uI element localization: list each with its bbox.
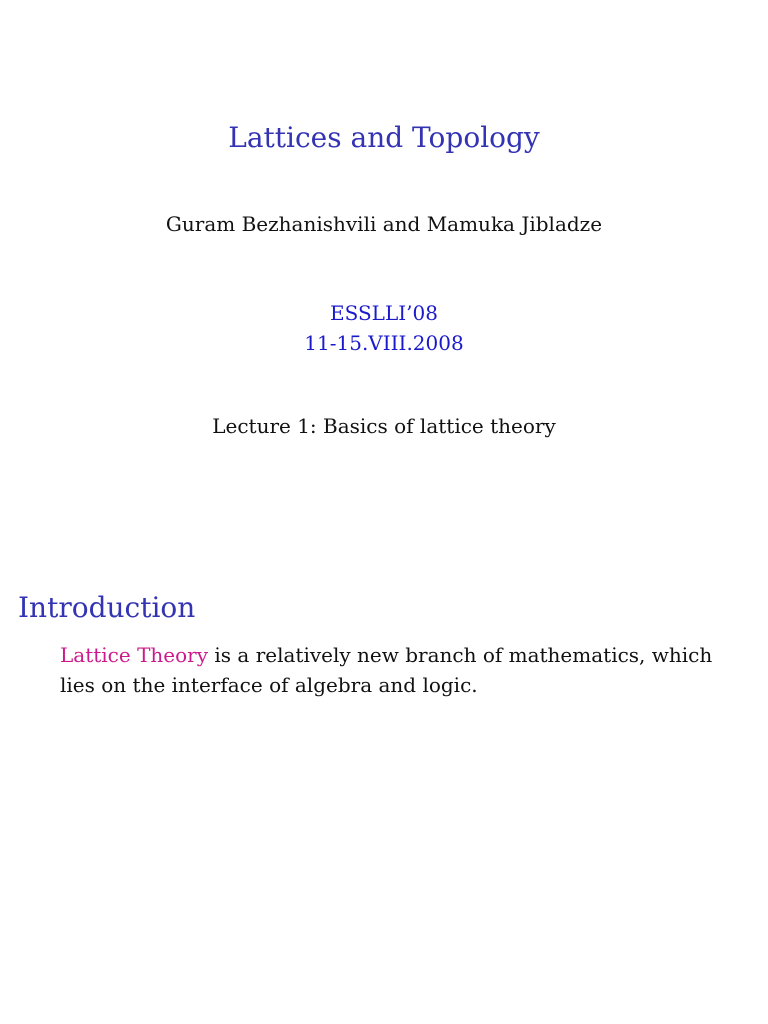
authors: Guram Bezhanishvili and Mamuka Jibladze <box>165 212 603 236</box>
paragraph-line-1-rest: is a relatively new branch of mathematics, which <box>208 643 713 667</box>
introduction-slide <box>0 512 768 1024</box>
highlighted-term: Lattice Theory <box>60 643 209 667</box>
paragraph-line-2: lies on the interface of algebra and logic. <box>60 673 478 697</box>
presentation-title: Lattices and Topology <box>228 121 540 154</box>
conference-block <box>0 298 768 358</box>
section-heading: Introduction <box>18 591 196 624</box>
lecture-title: Lecture 1: Basics of lattice theory <box>212 414 556 438</box>
intro-paragraph <box>60 640 740 700</box>
conference-name: ESSLLI’08 <box>330 301 438 325</box>
paragraph-line-1 <box>60 640 740 670</box>
conference-dates: 11-15.VIII.2008 <box>304 331 464 355</box>
